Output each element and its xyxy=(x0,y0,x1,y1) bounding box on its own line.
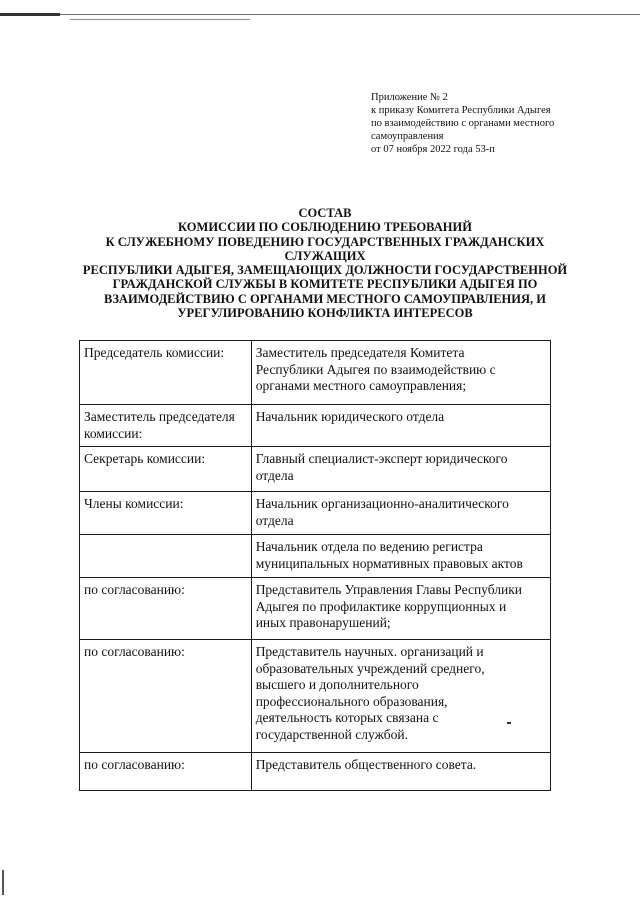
document-title xyxy=(60,206,590,320)
table-row xyxy=(80,405,551,447)
role-cell xyxy=(80,578,252,640)
commission-members-table xyxy=(79,340,551,791)
role-text: Председатель комиссии: xyxy=(84,345,225,360)
person-text: деятельность которых связана с xyxy=(255,710,439,725)
role-text: комиссии: xyxy=(84,425,143,441)
person-text: профессионального образования, xyxy=(255,693,448,709)
person-text: Представитель научных. организаций и xyxy=(255,644,484,659)
person-text: иных правонарушений; xyxy=(255,615,391,630)
annex-order-line: по взаимодействию с органами местного xyxy=(371,118,555,129)
person-text: образовательных учреждений среднего, xyxy=(255,660,485,676)
person-cell xyxy=(251,341,550,405)
role-cell-empty xyxy=(80,535,252,578)
role-cell xyxy=(80,341,252,405)
annex-order-line: самоуправления xyxy=(371,131,444,142)
person-text: Главный специалист-эксперт юридического xyxy=(255,451,508,466)
table-row xyxy=(80,753,551,791)
title-line: УРЕГУЛИРОВАНИЮ КОНФЛИКТА ИНТЕРЕСОВ xyxy=(177,306,473,321)
annex-order-line: к приказу Комитета Республики Адыгея xyxy=(371,105,551,116)
title-line: ГРАЖДАНСКОЙ СЛУЖБЫ В КОМИТЕТЕ РЕСПУБЛИКИ АДЫГЕЯ ПО xyxy=(112,277,538,292)
role-text: по согласованию: xyxy=(84,644,185,659)
table-row xyxy=(80,578,551,640)
scan-margin-mark xyxy=(2,870,4,895)
title-line: К СЛУЖЕБНОМУ ПОВЕДЕНИЮ ГОСУДАРСТВЕННЫХ ГРАЖДАНСКИХ xyxy=(105,234,545,249)
table-row xyxy=(80,535,551,578)
role-text: по согласованию: xyxy=(84,757,185,772)
person-text: отдела xyxy=(255,467,294,483)
person-text: отдела xyxy=(255,512,294,528)
person-text: Республики Адыгея по взаимодействию с xyxy=(255,361,496,377)
title-line: КОМИССИИ ПО СОБЛЮДЕНИЮ ТРЕБОВАНИЙ xyxy=(178,220,472,235)
person-text: органами местного самоуправления; xyxy=(255,378,467,393)
annex-order-date: от 07 ноября 2022 года 53-п xyxy=(371,144,495,155)
person-cell xyxy=(251,492,550,535)
title-line: ВЗАИМОДЕЙСТВИЮ С ОРГАНАМИ МЕСТНОГО САМОУПРАВЛЕНИЯ, И xyxy=(104,291,546,306)
annex-header xyxy=(371,91,611,156)
person-cell xyxy=(251,753,550,791)
person-text: Адыгея по профилактике коррупционных и xyxy=(255,598,507,614)
role-text: Члены комиссии: xyxy=(84,496,184,511)
title-line: СЛУЖАЩИХ xyxy=(284,248,366,263)
role-cell xyxy=(80,405,252,447)
person-text: Начальник отдела по ведению регистра xyxy=(255,539,483,554)
person-text: муниципальных нормативных правовых актов xyxy=(255,555,523,571)
person-text: Представитель общественного совета. xyxy=(255,757,477,772)
person-text: высшего и дополнительного xyxy=(255,677,419,692)
scan-edge-line-secondary xyxy=(70,19,250,20)
role-cell xyxy=(80,492,252,535)
person-text: Представитель Управления Главы Республики xyxy=(255,582,523,597)
annex-number: Приложение № 2 xyxy=(371,92,448,103)
person-cell xyxy=(251,578,550,640)
title-line: РЕСПУБЛИКИ АДЫГЕЯ, ЗАМЕЩАЮЩИХ ДОЛЖНОСТИ ГОСУДАРСТВЕННОЙ xyxy=(82,263,568,278)
role-cell xyxy=(80,753,252,791)
role-text: Секретарь комиссии: xyxy=(84,451,206,466)
table-row xyxy=(80,640,551,753)
title-line: СОСТАВ xyxy=(298,206,352,220)
role-cell xyxy=(80,640,252,753)
role-text: Заместитель председателя xyxy=(84,409,235,424)
scan-edge-line xyxy=(0,14,640,15)
table-row xyxy=(80,492,551,535)
role-cell xyxy=(80,447,252,492)
person-text: Заместитель председателя Комитета xyxy=(255,345,465,360)
person-cell xyxy=(251,447,550,492)
table-row xyxy=(80,341,551,405)
scan-edge-mark xyxy=(0,13,60,16)
role-text: по согласованию: xyxy=(84,582,185,597)
person-cell xyxy=(251,535,550,578)
person-text: Начальник организационно-аналитического xyxy=(255,496,509,511)
person-cell xyxy=(251,405,550,447)
table-row xyxy=(80,447,551,492)
person-text: государственной службой. xyxy=(255,726,408,742)
person-text: Начальник юридического отдела xyxy=(255,409,445,424)
person-cell xyxy=(251,640,550,753)
